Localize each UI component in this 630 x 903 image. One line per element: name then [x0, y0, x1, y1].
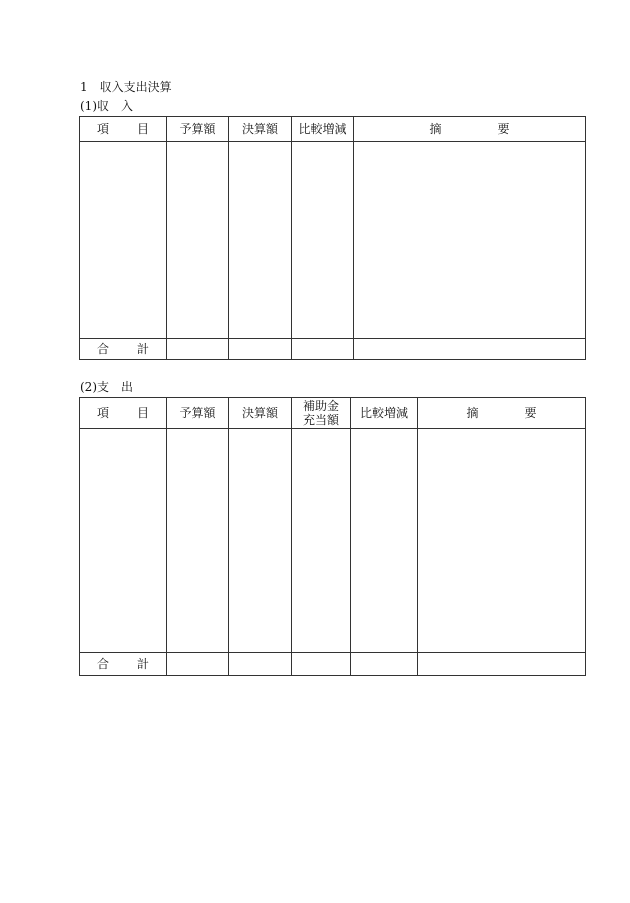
income-header-item: [80, 117, 167, 142]
expense-total-difference: [351, 653, 418, 676]
expense-body-settlement: [229, 429, 292, 653]
expense-header-remarks-right: 要: [524, 406, 537, 420]
expense-total-remarks: [418, 653, 586, 676]
income-body-remarks: [354, 142, 586, 339]
income-body-row: [80, 142, 586, 339]
income-header-remarks-right: 要: [497, 122, 510, 136]
expense-total-subsidy: [292, 653, 351, 676]
expense-body-remarks: [418, 429, 586, 653]
expense-header-subsidy-line2: 充当額: [302, 413, 339, 427]
expense-header-item-left: 項: [96, 406, 109, 420]
expense-body-item: [80, 429, 167, 653]
income-header-row: [80, 117, 586, 142]
income-header-remarks-left: 摘: [429, 122, 442, 136]
income-header-budget: 予算額: [167, 117, 229, 142]
section-title: 1 収入支出決算: [80, 80, 172, 94]
income-title: (1)収 入: [80, 99, 133, 113]
expense-header-difference: 比較増減: [351, 398, 418, 429]
expense-header-subsidy-line1: 補助金: [302, 399, 339, 413]
income-body-difference: [292, 142, 354, 339]
expense-header-item: [80, 398, 167, 429]
income-table: [79, 116, 586, 360]
income-total-settlement: [229, 339, 292, 360]
income-total-remarks: [354, 339, 586, 360]
expense-total-left: 合: [96, 657, 109, 671]
income-body-item: [80, 142, 167, 339]
income-total-right: 計: [137, 342, 150, 356]
income-total-row: [80, 339, 586, 360]
expense-body-budget: [167, 429, 229, 653]
expense-header-settlement: 決算額: [229, 398, 292, 429]
expense-header-budget: 予算額: [167, 398, 229, 429]
expense-total-right: 計: [137, 657, 150, 671]
expense-total-row: [80, 653, 586, 676]
expense-total-budget: [167, 653, 229, 676]
expense-header-remarks-left: 摘: [466, 406, 479, 420]
income-header-item-left: 項: [96, 122, 109, 136]
income-total-budget: [167, 339, 229, 360]
expense-body-subsidy: [292, 429, 351, 653]
expense-table: [79, 397, 586, 676]
expense-header-item-right: 目: [137, 406, 150, 420]
expense-body-difference: [351, 429, 418, 653]
expense-total-settlement: [229, 653, 292, 676]
income-total-label: [80, 339, 167, 360]
expense-title: (2)支 出: [80, 380, 133, 394]
income-body-settlement: [229, 142, 292, 339]
income-header-difference: 比較増減: [292, 117, 354, 142]
income-header-item-right: 目: [137, 122, 150, 136]
expense-header-remarks: [418, 398, 586, 429]
expense-header-subsidy: [292, 398, 351, 429]
income-header-settlement: 決算額: [229, 117, 292, 142]
income-header-remarks: [354, 117, 586, 142]
expense-header-row: [80, 398, 586, 429]
expense-body-row: [80, 429, 586, 653]
expense-total-label: [80, 653, 167, 676]
income-body-budget: [167, 142, 229, 339]
income-total-left: 合: [96, 342, 109, 356]
income-total-difference: [292, 339, 354, 360]
